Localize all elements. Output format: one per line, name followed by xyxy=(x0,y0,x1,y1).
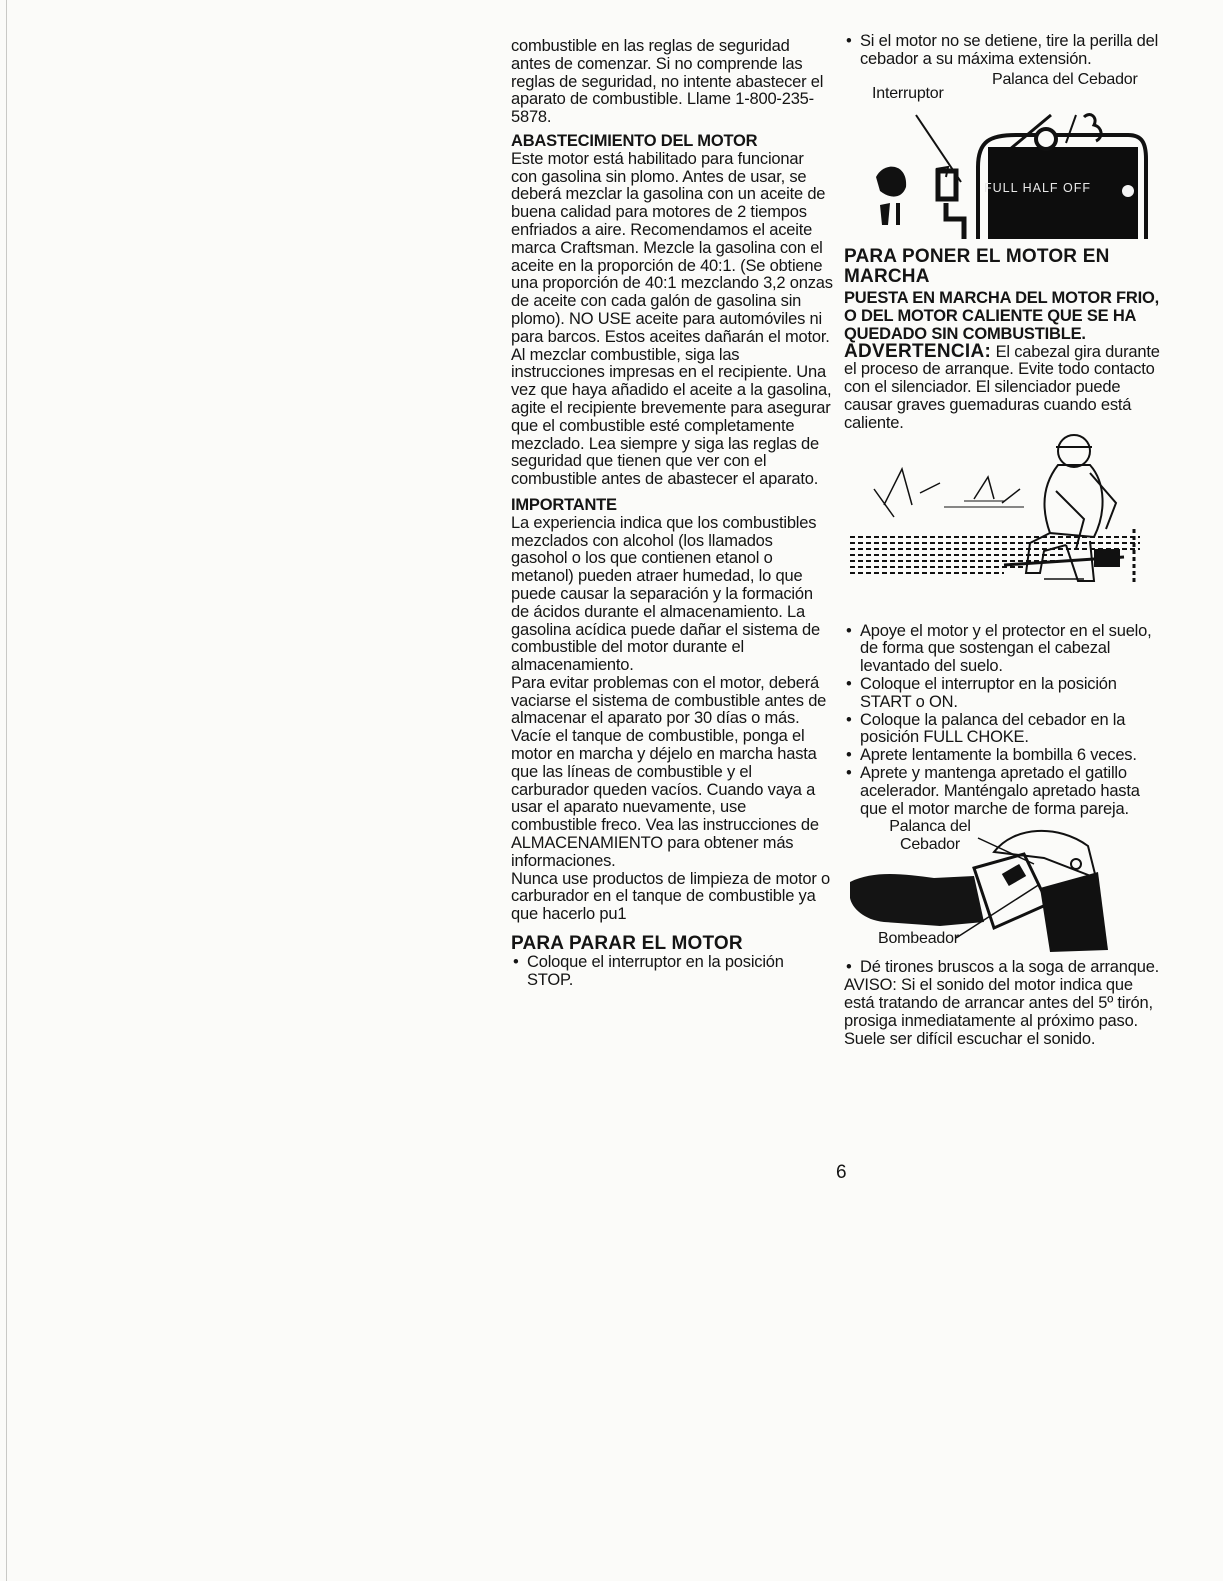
list-item: • Dé tirones bruscos a la soga de arranque. xyxy=(860,959,1162,977)
operator-kneeling-illustration xyxy=(844,433,1156,623)
primer-label: Bombeador xyxy=(878,930,959,948)
list-item: • Apoye el motor y el protector en el suelo, de forma que sostengan el cabezal levantado del suelo. xyxy=(860,623,1162,676)
notice-paragraph: AVISO: Si el sonido del motor indica que está tratando de arrancar antes del 5º tirón, prosiga inmediatamente al próximo paso. Suele ser difícil escuchar el sonido. xyxy=(844,976,1153,1048)
operator-start-figure xyxy=(844,433,1162,623)
list-item: • Aprete lentamente la bombilla 6 veces. xyxy=(860,747,1162,765)
fueling-heading: ABASTECIMIENTO DEL MOTOR xyxy=(511,131,758,150)
list-item: • Aprete y mantenga apretado el gatillo acelerador. Manténgalo apretado hasta que el motor marche de forma pareja. xyxy=(860,765,1162,818)
start-steps-list xyxy=(844,623,1162,819)
warning-text: El cabezal gira durante el proceso de arranque. Evite todo contacto con el silenciador. El silenciador puede causar graves guemaduras cuando está caliente. xyxy=(844,342,1160,432)
top-bullet-list xyxy=(844,33,1162,69)
right-column xyxy=(844,33,1162,1048)
page-number: 6 xyxy=(836,1162,847,1183)
important-paragraph-3: Vacíe el tanque de combustible, ponga el motor en marcha y déjelo en marcha hasta que las líneas de combustible y el carburador queden vacíos. Cuando vaya a usar el aparato nuevamente, use combustible freco. Vea las instrucciones de ALMACENAMIENTO para obtener más informaciones. xyxy=(511,727,819,870)
fueling-body: Este motor está habilitado para funcionar con gasolina sin plomo. Antes de usar, se deberá mezclar la gasolina con un aceite de buena calidad para motores de 2 tiempos enfriados a aire. Recomendamos el aceite marca Craftsman. Mezcle la gasolina con el aceite en la proporción de 40:1. (Se obtiene una proporción de 40:1 mezclando 3,2 onzas de aceite con cada galón de gasolina sin plomo). NO USE aceite para automóviles ni para barcos. Estos aceites dañarán el motor. Al mezclar combustible, siga las instrucciones impresas en el recipiente. Una vez que haya añadido el aceite a la gasolina, agite el recipiente brevemente para asegurar que el combustible esté completamente mezclado. Lea siempre y siga las reglas de seguridad que tienen que ver con el combustible antes de abastecer el aparato. xyxy=(511,149,833,489)
choke-label: Palanca del Cebador xyxy=(889,818,971,854)
important-paragraph-2: Para evitar problemas con el motor, deberá vaciarse el sistema de combustible antes de almacenar el aparato por 30 días o más. xyxy=(511,673,827,728)
switch-choke-figure xyxy=(844,69,1162,241)
start-engine-heading: PARA PONER EL MOTOR EN MARCHA xyxy=(844,245,1110,287)
important-heading: IMPORTANTE xyxy=(511,495,617,514)
list-item: • Coloque la palanca del cebador en la posición FULL CHOKE. xyxy=(860,712,1162,748)
choke-primer-figure xyxy=(844,818,1162,953)
stop-engine-heading: PARA PARAR EL MOTOR xyxy=(511,933,743,955)
final-bullet-list xyxy=(844,959,1162,977)
left-column xyxy=(511,38,833,990)
switch-label: Interruptor xyxy=(872,84,944,102)
choke-panel-text: FULL HALF OFF xyxy=(984,180,1091,195)
warning-label: ADVERTENCIA: xyxy=(844,340,992,362)
list-item: • Coloque el interruptor en la posición STOP. xyxy=(527,954,833,990)
stop-steps-list xyxy=(511,954,833,990)
cold-start-subheading: PUESTA EN MARCHA DEL MOTOR FRIO, O DEL MOTOR CALIENTE QUE SE HA QUEDADO SIN COMBUSTIBLE. xyxy=(844,288,1160,343)
list-item: • Coloque el interruptor en la posición START o ON. xyxy=(860,676,1162,712)
choke-lever-label: Palanca del Cebador xyxy=(992,70,1138,88)
list-item: • Si el motor no se detiene, tire la perilla del cebador a su máxima extensión. xyxy=(860,33,1162,69)
choke-primer-illustration xyxy=(844,818,1114,953)
important-paragraph-1: La experiencia indica que los combustibles mezclados con alcohol (los llamados gasohol o los que contienen etanol o metanol) pueden atraer humedad, lo que puede causar la separación y la formación de ácidos durante el almacenamiento. La gasolina acídica puede dañar el sistema de combustible del motor durante el almacenamiento. xyxy=(511,513,820,675)
switch-choke-illustration xyxy=(866,107,1156,239)
scan-edge-line xyxy=(6,0,7,1581)
important-paragraph-4: Nunca use productos de limpieza de motor o carburador en el tanque de combustible ya que hacerlo pu1 xyxy=(511,869,831,924)
intro-paragraph: combustible en las reglas de seguridad antes de comenzar. Si no comprende las reglas de seguridad, no intente abastecer el aparato de combustible. Llame 1-800-235-5878. xyxy=(511,37,824,127)
warning-paragraph xyxy=(844,340,1162,433)
